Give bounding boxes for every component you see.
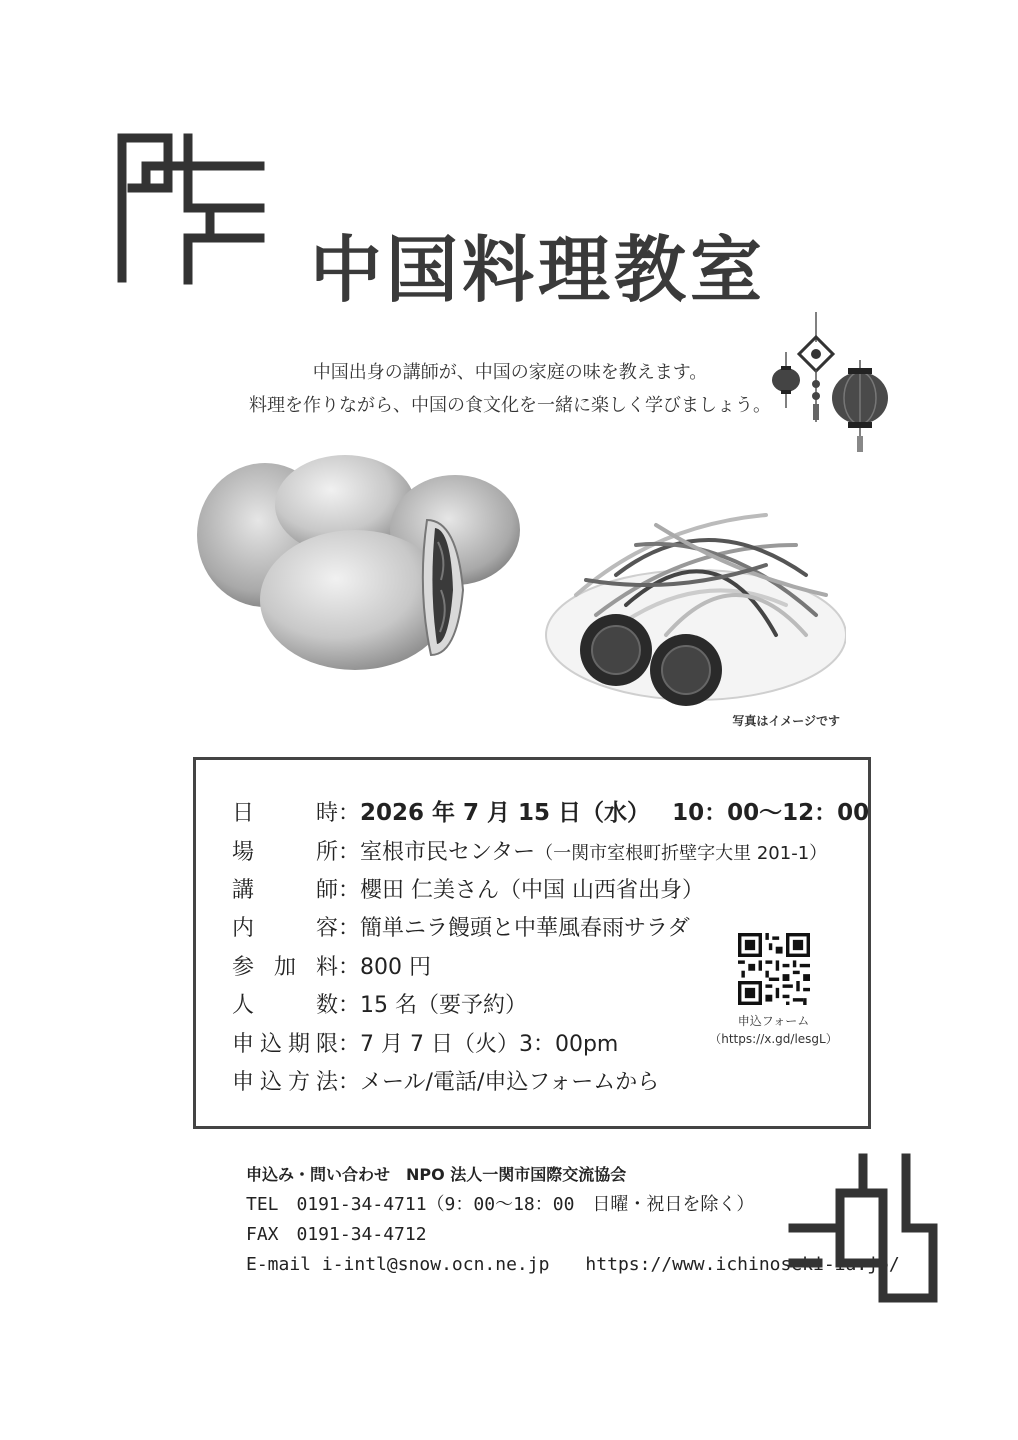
detail-label: 人 数 — [232, 993, 338, 1018]
detail-row-content: 内 容：簡単ニラ饅頭と中華風春雨サラダ — [232, 914, 690, 944]
contact-fax: FAX 0191-34-4712 — [246, 1224, 427, 1245]
salad-photo — [536, 485, 846, 710]
event-date: 2026 年 7 月 15 日（水） — [360, 800, 651, 826]
detail-row-fee: 参 加 料：800 円 — [232, 953, 431, 983]
page-title: 中国料理教室 — [310, 228, 767, 312]
qr-caption — [701, 1012, 846, 1048]
lantern-decoration — [768, 312, 898, 462]
detail-row-capacity: 人 数：15 名（要予約） — [232, 991, 527, 1021]
instructor-value: 櫻田 仁美さん（中国 山西省出身） — [360, 878, 704, 903]
detail-row-method: 申込方法：メール/電話/申込フォームから — [232, 1068, 659, 1098]
deadline-value: 7 月 7 日（火）3：00pm — [360, 1032, 619, 1057]
content-value: 簡単ニラ饅頭と中華風春雨サラダ — [360, 916, 690, 941]
detail-label: 場 所 — [232, 840, 338, 865]
detail-row-place: 場 所：室根市民センター（一関市室根町折壁字大里 201-1） — [232, 838, 827, 868]
detail-label: 申込期限 — [232, 1032, 338, 1057]
intro-line: 中国出身の講師が、中国の家庭の味を教えます。 — [312, 362, 708, 383]
intro-line: 料理を作りながら、中国の食文化を一緒に楽しく学びましょう。 — [249, 395, 771, 416]
method-value: メール/電話/申込フォームから — [360, 1070, 660, 1095]
detail-row-date: 日 時：2026 年 7 月 15 日（水） 10：00〜12：00 — [232, 798, 869, 828]
contact-email-web[interactable]: E-mail i-intl@snow.ocn.ne.jp https://www.ichinoseki-ia.jp/ — [246, 1254, 900, 1275]
dumplings-photo — [195, 450, 525, 670]
fee-value: 800 円 — [360, 955, 431, 980]
detail-label: 講 師 — [232, 878, 338, 903]
detail-label: 申込方法 — [232, 1070, 338, 1095]
qr-url[interactable]: （https://x.gd/lesgL） — [709, 1032, 838, 1046]
qr-label: 申込フォーム — [737, 1014, 810, 1028]
venue-name: 室根市民センター — [360, 840, 536, 865]
qr-code[interactable] — [738, 933, 810, 1005]
detail-row-deadline: 申込期限：7 月 7 日（火）3：00pm — [232, 1030, 618, 1060]
event-details-box — [193, 757, 871, 1129]
detail-label: 内 容 — [232, 916, 338, 941]
detail-row-instructor: 講 師：櫻田 仁美さん（中国 山西省出身） — [232, 876, 704, 906]
capacity-value: 15 名（要予約） — [360, 993, 527, 1018]
event-time: 10：00〜12：00 — [672, 800, 870, 826]
decorative-knot-top — [110, 128, 270, 288]
intro-text — [200, 356, 820, 422]
photo-caption: 写真はイメージです — [732, 714, 840, 728]
contact-tel: TEL 0191-34-4711（9：00〜18：00 日曜・祝日を除く） — [246, 1194, 755, 1215]
detail-label: 参 加 料 — [232, 955, 338, 980]
decorative-knot-bottom — [788, 1153, 943, 1308]
contact-organization: 申込み・問い合わせ NPO 法人一関市国際交流協会 — [246, 1165, 627, 1184]
venue-address: （一関市室根町折壁字大里 201-1） — [535, 843, 828, 864]
detail-label: 日 時 — [232, 801, 338, 826]
